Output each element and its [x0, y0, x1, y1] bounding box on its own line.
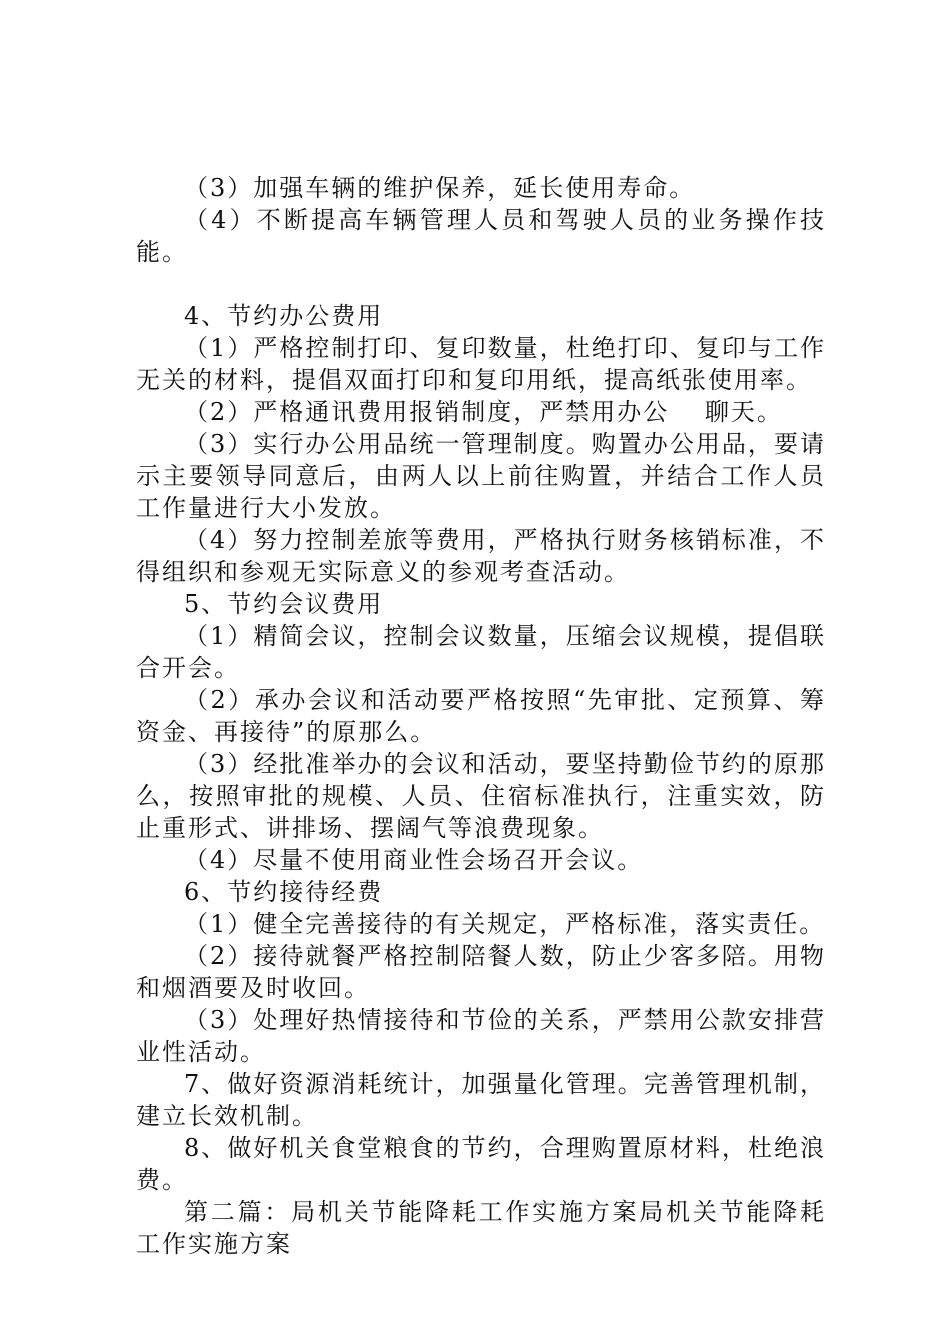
- paragraph: （3）加强车辆的维护保养，延长使用寿命。: [184, 174, 696, 202]
- paragraph: （3）实行办公用品统一管理制度。购置办公用品，要请示主要领导同意后，由两人以上前往购置，并结合工作人员工作量进行大小发放。: [136, 430, 826, 522]
- paragraph: 7、做好资源消耗统计，加强量化管理。完善管理机制，建立长效机制。: [136, 1070, 826, 1130]
- chapter-title: 第二篇：局机关节能降耗工作实施方案局机关节能降耗工作实施方案: [136, 1198, 826, 1258]
- paragraph: （1）严格控制打印、复印数量，杜绝打印、复印与工作无关的材料，提倡双面打印和复印用纸，提高纸张使用率。: [136, 334, 826, 394]
- paragraph: （2）接待就餐严格控制陪餐人数，防止少客多陪。用物和烟酒要及时收回。: [136, 942, 826, 1002]
- paragraph: （2）严格通讯费用报销制度，严禁用办公 聊天。: [184, 398, 783, 426]
- paragraph: （2）承办会议和活动要严格按照“先审批、定预算、筹资金、再接待”的原那么。: [136, 686, 826, 746]
- paragraph: （4）努力控制差旅等费用，严格执行财务核销标准，不得组织和参观无实际意义的参观考查活动。: [136, 526, 826, 586]
- paragraph: （1）精简会议，控制会议数量，压缩会议规模，提倡联合开会。: [136, 622, 826, 682]
- section-heading: 5、节约会议费用: [184, 590, 384, 618]
- paragraph: （1）健全完善接待的有关规定，严格标准，落实责任。: [184, 910, 826, 938]
- section-heading: 4、节约办公费用: [184, 302, 384, 330]
- paragraph: （4）不断提高车辆管理人员和驾驶人员的业务操作技能。: [136, 206, 826, 266]
- section-heading: 6、节约接待经费: [184, 878, 384, 906]
- paragraph: 8、做好机关食堂粮食的节约，合理购置原材料，杜绝浪费。: [136, 1134, 826, 1194]
- document-body: [136, 172, 826, 1260]
- paragraph: （3）处理好热情接待和节俭的关系，严禁用公款安排营业性活动。: [136, 1006, 826, 1066]
- paragraph: （4）尽量不使用商业性会场召开会议。: [184, 846, 644, 874]
- paragraph: （3）经批准举办的会议和活动，要坚持勤俭节约的原那么，按照审批的规模、人员、住宿标准执行，注重实效，防止重形式、讲排场、摆阔气等浪费现象。: [136, 750, 826, 842]
